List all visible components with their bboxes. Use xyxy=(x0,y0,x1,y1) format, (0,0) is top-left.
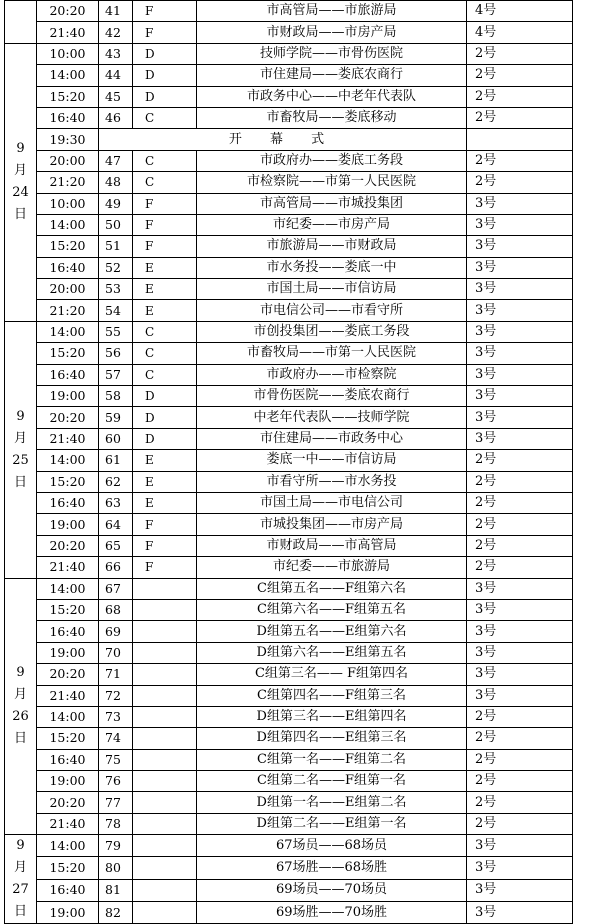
matchup-cell: 市政府办——市检察院 xyxy=(197,364,467,385)
table-row xyxy=(5,471,573,492)
date-part: 日 xyxy=(13,904,27,920)
matchup-cell: 市纪委——市房产局 xyxy=(197,214,467,235)
match-no-cell: 58 xyxy=(99,386,133,407)
matchup-cell: 市纪委——市旅游局 xyxy=(197,557,467,578)
matchup-cell: C组第五名——F组第六名 xyxy=(197,578,467,599)
table-row xyxy=(5,792,573,813)
table-row xyxy=(5,321,573,342)
group-cell: C xyxy=(133,321,197,342)
field-cell: 2号 xyxy=(467,771,573,792)
field-cell: 2号 xyxy=(467,728,573,749)
field-cell: 3号 xyxy=(467,901,573,923)
table-row xyxy=(5,214,573,235)
matchup-cell: D组第三名——E组第四名 xyxy=(197,706,467,727)
field-cell: 2号 xyxy=(467,749,573,770)
matchup-cell: C组第一名——F组第二名 xyxy=(197,749,467,770)
field-cell: 2号 xyxy=(467,450,573,471)
group-cell: E xyxy=(133,300,197,321)
time-cell: 20:20 xyxy=(37,535,99,556)
time-cell: 16:40 xyxy=(37,364,99,385)
table-row xyxy=(5,857,573,879)
group-cell: D xyxy=(133,43,197,64)
schedule-table xyxy=(4,0,573,924)
time-cell: 21:20 xyxy=(37,172,99,193)
time-cell: 15:20 xyxy=(37,599,99,620)
table-row xyxy=(5,685,573,706)
time-cell: 16:40 xyxy=(37,879,99,901)
table-row xyxy=(5,664,573,685)
matchup-cell: D组第六名——E组第五名 xyxy=(197,642,467,663)
table-row xyxy=(5,172,573,193)
group-cell: D xyxy=(133,428,197,449)
matchup-cell: 市政府办——娄底工务段 xyxy=(197,150,467,171)
field-cell: 2号 xyxy=(467,792,573,813)
table-row xyxy=(5,193,573,214)
match-no-cell: 56 xyxy=(99,343,133,364)
match-no-cell: 48 xyxy=(99,172,133,193)
matchup-cell: 市高管局——市旅游局 xyxy=(197,1,467,22)
table-row xyxy=(5,129,573,150)
field-cell: 3号 xyxy=(467,214,573,235)
time-cell: 16:40 xyxy=(37,621,99,642)
match-no-cell: 57 xyxy=(99,364,133,385)
group-cell: F xyxy=(133,1,197,22)
field-cell: 2号 xyxy=(467,514,573,535)
table-row xyxy=(5,1,573,22)
date-part: 月 xyxy=(13,163,27,179)
group-cell xyxy=(133,879,197,901)
match-no-cell: 49 xyxy=(99,193,133,214)
group-cell: E xyxy=(133,492,197,513)
date-part: 26 xyxy=(12,709,29,725)
date-cell xyxy=(5,835,37,924)
field-cell: 4号 xyxy=(467,22,573,43)
field-cell: 3号 xyxy=(467,857,573,879)
group-cell xyxy=(133,728,197,749)
table-row xyxy=(5,706,573,727)
date-part: 日 xyxy=(13,474,27,490)
time-cell: 20:20 xyxy=(37,664,99,685)
time-cell: 16:40 xyxy=(37,492,99,513)
field-cell: 2号 xyxy=(467,172,573,193)
matchup-cell: C组第二名——F组第一名 xyxy=(197,771,467,792)
match-no-cell: 79 xyxy=(99,835,133,857)
time-cell: 14:00 xyxy=(37,321,99,342)
date-part: 9 xyxy=(16,838,25,854)
time-cell: 10:00 xyxy=(37,43,99,64)
match-no-cell: 64 xyxy=(99,514,133,535)
match-no-cell: 68 xyxy=(99,599,133,620)
field-cell: 3号 xyxy=(467,685,573,706)
field-cell: 3号 xyxy=(467,407,573,428)
field-cell: 2号 xyxy=(467,471,573,492)
time-cell: 15:20 xyxy=(37,728,99,749)
field-cell: 3号 xyxy=(467,300,573,321)
time-cell: 19:00 xyxy=(37,901,99,923)
match-no-cell: 74 xyxy=(99,728,133,749)
date-part: 日 xyxy=(13,207,27,223)
table-row xyxy=(5,514,573,535)
matchup-cell: 市看守所——市水务投 xyxy=(197,471,467,492)
table-row xyxy=(5,236,573,257)
time-cell: 14:00 xyxy=(37,835,99,857)
matchup-cell: C组第四名——F组第三名 xyxy=(197,685,467,706)
matchup-cell: 市高管局——市城投集团 xyxy=(197,193,467,214)
date-part: 月 xyxy=(13,687,27,703)
opening-ceremony-cell: 开 幕 式 xyxy=(99,129,467,150)
field-cell: 3号 xyxy=(467,835,573,857)
match-no-cell: 65 xyxy=(99,535,133,556)
matchup-cell: 市住建局——娄底农商行 xyxy=(197,65,467,86)
field-cell: 2号 xyxy=(467,706,573,727)
table-row xyxy=(5,621,573,642)
match-no-cell: 75 xyxy=(99,749,133,770)
field-cell: 2号 xyxy=(467,150,573,171)
match-no-cell: 59 xyxy=(99,407,133,428)
time-cell: 20:20 xyxy=(37,792,99,813)
matchup-cell: 市旅游局——市财政局 xyxy=(197,236,467,257)
group-cell xyxy=(133,857,197,879)
match-no-cell: 44 xyxy=(99,65,133,86)
table-row xyxy=(5,599,573,620)
group-cell: D xyxy=(133,65,197,86)
group-cell: D xyxy=(133,407,197,428)
match-no-cell: 73 xyxy=(99,706,133,727)
table-row xyxy=(5,771,573,792)
match-no-cell: 45 xyxy=(99,86,133,107)
group-cell xyxy=(133,685,197,706)
table-row xyxy=(5,22,573,43)
time-cell: 14:00 xyxy=(37,65,99,86)
group-cell xyxy=(133,813,197,834)
table-row xyxy=(5,364,573,385)
group-cell: C xyxy=(133,172,197,193)
matchup-cell: 市财政局——市高管局 xyxy=(197,535,467,556)
field-cell: 3号 xyxy=(467,257,573,278)
date-cell xyxy=(5,578,37,835)
time-cell: 19:00 xyxy=(37,771,99,792)
group-cell: E xyxy=(133,257,197,278)
matchup-cell: 市创投集团——娄底工务段 xyxy=(197,321,467,342)
match-no-cell: 71 xyxy=(99,664,133,685)
time-cell: 14:00 xyxy=(37,214,99,235)
time-cell: 19:00 xyxy=(37,642,99,663)
date-cell xyxy=(5,321,37,578)
match-no-cell: 51 xyxy=(99,236,133,257)
match-no-cell: 81 xyxy=(99,879,133,901)
date-part: 9 xyxy=(16,408,25,424)
match-no-cell: 60 xyxy=(99,428,133,449)
match-no-cell: 53 xyxy=(99,279,133,300)
table-row xyxy=(5,835,573,857)
table-row xyxy=(5,300,573,321)
matchup-cell: D组第一名——E组第二名 xyxy=(197,792,467,813)
time-cell: 15:20 xyxy=(37,86,99,107)
matchup-cell: 娄底一中——市信访局 xyxy=(197,450,467,471)
group-cell: F xyxy=(133,22,197,43)
group-cell: F xyxy=(133,214,197,235)
table-row xyxy=(5,43,573,64)
group-cell xyxy=(133,664,197,685)
match-no-cell: 69 xyxy=(99,621,133,642)
group-cell xyxy=(133,578,197,599)
match-no-cell: 67 xyxy=(99,578,133,599)
match-no-cell: 82 xyxy=(99,901,133,923)
table-row xyxy=(5,257,573,278)
time-cell: 15:20 xyxy=(37,857,99,879)
table-row xyxy=(5,343,573,364)
matchup-cell: 市财政局——市房产局 xyxy=(197,22,467,43)
group-cell xyxy=(133,621,197,642)
match-no-cell: 43 xyxy=(99,43,133,64)
table-row xyxy=(5,642,573,663)
group-cell xyxy=(133,749,197,770)
match-no-cell: 62 xyxy=(99,471,133,492)
field-cell: 3号 xyxy=(467,599,573,620)
field-cell: 3号 xyxy=(467,193,573,214)
match-no-cell: 77 xyxy=(99,792,133,813)
matchup-cell: 市电信公司——市看守所 xyxy=(197,300,467,321)
match-no-cell: 70 xyxy=(99,642,133,663)
group-cell xyxy=(133,706,197,727)
matchup-cell: 市城投集团——市房产局 xyxy=(197,514,467,535)
matchup-cell: 市骨伤医院——娄底农商行 xyxy=(197,386,467,407)
field-cell: 3号 xyxy=(467,364,573,385)
table-row xyxy=(5,407,573,428)
time-cell: 15:20 xyxy=(37,236,99,257)
date-part: 25 xyxy=(12,452,29,468)
matchup-cell: 市政务中心——中老年代表队 xyxy=(197,86,467,107)
field-cell: 4号 xyxy=(467,1,573,22)
date-part: 月 xyxy=(13,430,27,446)
table-row xyxy=(5,557,573,578)
group-cell: C xyxy=(133,343,197,364)
matchup-cell: C组第六名——F组第五名 xyxy=(197,599,467,620)
matchup-cell: 市检察院——市第一人民医院 xyxy=(197,172,467,193)
field-cell: 3号 xyxy=(467,621,573,642)
schedule-body xyxy=(5,1,573,924)
match-no-cell: 63 xyxy=(99,492,133,513)
date-part: 月 xyxy=(13,860,27,876)
time-cell: 16:40 xyxy=(37,749,99,770)
table-row xyxy=(5,535,573,556)
table-row xyxy=(5,749,573,770)
time-cell: 20:00 xyxy=(37,279,99,300)
match-no-cell: 42 xyxy=(99,22,133,43)
field-cell: 3号 xyxy=(467,879,573,901)
time-cell: 20:00 xyxy=(37,150,99,171)
table-row xyxy=(5,107,573,128)
time-cell: 21:40 xyxy=(37,557,99,578)
table-row xyxy=(5,813,573,834)
matchup-cell: D组第二名——E组第一名 xyxy=(197,813,467,834)
matchup-cell: 69场员——70场员 xyxy=(197,879,467,901)
match-no-cell: 54 xyxy=(99,300,133,321)
match-no-cell: 80 xyxy=(99,857,133,879)
match-no-cell: 66 xyxy=(99,557,133,578)
time-cell: 15:20 xyxy=(37,471,99,492)
group-cell: C xyxy=(133,107,197,128)
group-cell: D xyxy=(133,86,197,107)
date-cell xyxy=(5,1,37,44)
date-part: 9 xyxy=(16,665,25,681)
match-no-cell: 61 xyxy=(99,450,133,471)
time-cell: 21:40 xyxy=(37,22,99,43)
time-cell: 14:00 xyxy=(37,706,99,727)
matchup-cell: 市畜牧局——娄底移动 xyxy=(197,107,467,128)
time-cell: 20:20 xyxy=(37,407,99,428)
field-cell: 3号 xyxy=(467,279,573,300)
table-row xyxy=(5,450,573,471)
field-cell: 3号 xyxy=(467,236,573,257)
group-cell: E xyxy=(133,279,197,300)
time-cell: 21:40 xyxy=(37,428,99,449)
field-cell: 2号 xyxy=(467,813,573,834)
table-row xyxy=(5,150,573,171)
table-row xyxy=(5,86,573,107)
date-part: 27 xyxy=(12,882,29,898)
table-row xyxy=(5,279,573,300)
table-row xyxy=(5,879,573,901)
time-cell: 19:00 xyxy=(37,514,99,535)
match-no-cell: 55 xyxy=(99,321,133,342)
group-cell: F xyxy=(133,236,197,257)
time-cell: 16:40 xyxy=(37,107,99,128)
time-cell: 21:20 xyxy=(37,300,99,321)
field-cell: 2号 xyxy=(467,86,573,107)
table-row xyxy=(5,901,573,923)
field-cell: 3号 xyxy=(467,578,573,599)
matchup-cell: 市住建局——市政务中心 xyxy=(197,428,467,449)
group-cell: F xyxy=(133,535,197,556)
time-cell: 14:00 xyxy=(37,578,99,599)
group-cell xyxy=(133,901,197,923)
group-cell: E xyxy=(133,471,197,492)
table-row xyxy=(5,386,573,407)
time-cell: 21:40 xyxy=(37,813,99,834)
match-no-cell: 46 xyxy=(99,107,133,128)
field-cell: 3号 xyxy=(467,428,573,449)
matchup-cell: C组第三名—— F组第四名 xyxy=(197,664,467,685)
group-cell xyxy=(133,771,197,792)
group-cell xyxy=(133,835,197,857)
table-row xyxy=(5,492,573,513)
table-row xyxy=(5,728,573,749)
group-cell: C xyxy=(133,150,197,171)
time-cell: 19:30 xyxy=(37,129,99,150)
matchup-cell: 69场胜——70场胜 xyxy=(197,901,467,923)
matchup-cell: D组第五名——E组第六名 xyxy=(197,621,467,642)
matchup-cell: 市水务投——娄底一中 xyxy=(197,257,467,278)
date-part: 24 xyxy=(12,185,29,201)
group-cell: C xyxy=(133,364,197,385)
date-cell xyxy=(5,43,37,321)
field-cell: 3号 xyxy=(467,664,573,685)
time-cell: 19:00 xyxy=(37,386,99,407)
table-row xyxy=(5,65,573,86)
match-no-cell: 50 xyxy=(99,214,133,235)
matchup-cell: 中老年代表队——技师学院 xyxy=(197,407,467,428)
group-cell xyxy=(133,792,197,813)
field-cell: 3号 xyxy=(467,642,573,663)
table-row xyxy=(5,578,573,599)
group-cell: E xyxy=(133,450,197,471)
match-no-cell: 52 xyxy=(99,257,133,278)
time-cell: 14:00 xyxy=(37,450,99,471)
matchup-cell: 67场员——68场员 xyxy=(197,835,467,857)
field-cell: 2号 xyxy=(467,107,573,128)
time-cell: 10:00 xyxy=(37,193,99,214)
field-cell: 3号 xyxy=(467,321,573,342)
matchup-cell: D组第四名——E组第三名 xyxy=(197,728,467,749)
time-cell: 21:40 xyxy=(37,685,99,706)
field-cell: 2号 xyxy=(467,43,573,64)
field-cell: 3号 xyxy=(467,386,573,407)
time-cell: 20:20 xyxy=(37,1,99,22)
field-cell: 2号 xyxy=(467,535,573,556)
group-cell: D xyxy=(133,386,197,407)
table-row xyxy=(5,428,573,449)
time-cell: 16:40 xyxy=(37,257,99,278)
matchup-cell: 市畜牧局——市第一人民医院 xyxy=(197,343,467,364)
group-cell xyxy=(133,642,197,663)
field-cell: 2号 xyxy=(467,557,573,578)
match-no-cell: 76 xyxy=(99,771,133,792)
matchup-cell: 67场胜——68场胜 xyxy=(197,857,467,879)
group-cell: F xyxy=(133,514,197,535)
match-no-cell: 72 xyxy=(99,685,133,706)
match-no-cell: 78 xyxy=(99,813,133,834)
date-part: 9 xyxy=(16,141,25,157)
field-cell: 2号 xyxy=(467,492,573,513)
field-cell: 3号 xyxy=(467,343,573,364)
field-cell: 2号 xyxy=(467,65,573,86)
match-no-cell: 47 xyxy=(99,150,133,171)
time-cell: 15:20 xyxy=(37,343,99,364)
group-cell: F xyxy=(133,557,197,578)
match-no-cell: 41 xyxy=(99,1,133,22)
matchup-cell: 市国土局——市信访局 xyxy=(197,279,467,300)
matchup-cell: 技师学院——市骨伤医院 xyxy=(197,43,467,64)
group-cell: F xyxy=(133,193,197,214)
date-part: 日 xyxy=(13,731,27,747)
field-cell xyxy=(467,129,573,150)
matchup-cell: 市国土局——市电信公司 xyxy=(197,492,467,513)
group-cell xyxy=(133,599,197,620)
